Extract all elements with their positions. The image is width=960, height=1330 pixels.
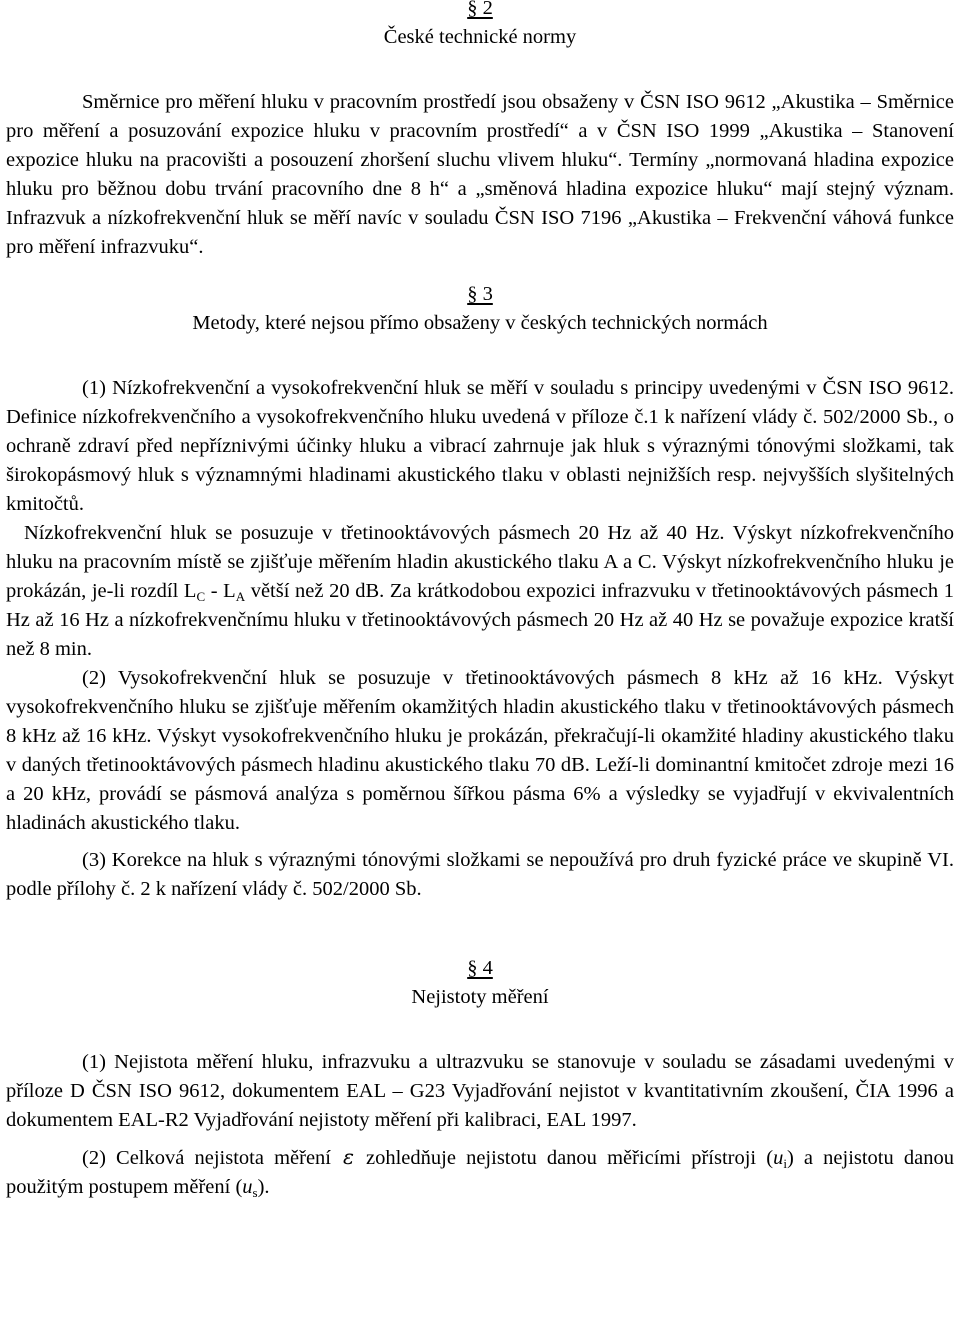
section-4-number: § 4 bbox=[467, 957, 493, 979]
section-2-title: České technické normy bbox=[383, 26, 577, 48]
section-3-paragraph-2: Nízkofrekvenční hluk se posuzuje v třetinooktávových pásmech 20 Hz až 40 Hz. Výskyt nízkofrekvenčního hluku na pracovním místě se zjišťuje měřením hladin akustického tlaku A a C. Výskyt nízkofrekvenčního hluku je prokázán, je-li rozdíl $L_C - L_A$ větší než 20 dB. Za krátkodobou expozici infrazvuku v třetinooktávových pásmech 1 Hz až 16 Hz a nízkofrekvenčnímu hluku v třetinooktávových pásmech 20 Hz až 40 Hz se považuje expozice kratší než 8 min. bbox=[6, 522, 954, 660]
section-3-paragraph-3: (2) Vysokofrekvenční hluk se posuzuje v třetinooktávových pásmech 8 kHz až 16 kHz. Výskyt vysokofrekvenčního hluku se zjišťuje měřením okamžitých hladin akustického tlaku v třetinooktávových pásmech 8 kHz až 16 kHz. Výskyt vysokofrekvenčního hluku je prokázán, překračují-li okamžité hladiny akustického tlaku v daných třetinooktávových pásmech hladinu akustického tlaku 70 dB. Leží-li dominantní kmitočet zdroje mezi 16 a 20 kHz, provádí se pásmová analýza s poměrnou šířkou pásma 6% a výsledky se vyjadřují v ekvivalentních hladinách akustického tlaku. bbox=[6, 667, 954, 834]
section-2-paragraph: Směrnice pro měření hluku v pracovním prostředí jsou obsaženy v ČSN ISO 9612 „Akustika – Směrnice pro měření a posuzování expozice hluku v pracovním prostředí“ a v ČSN ISO 1999 „Akustika – Stanovení expozice hluku na pracovišti a posouzení zhoršení sluchu vlivem hluku“. Termíny „normovaná hladina expozice hluku pro běžnou dobu trvání pracovního dne 8 h“ a „směnová hladina expozice hluku“ mají stejný význam. Infrazvuk a nízkofrekvenční hluk se měří navíc v souladu ČSN ISO 7196 „Akustika – Frekvenční váhová funkce pro měření infrazvuku“. bbox=[6, 91, 954, 258]
section-4-paragraph-1: (1) Nejistota měření hluku, infrazvuku a ultrazvuku se stanovuje v souladu se zásadami uvedenými v příloze D ČSN ISO 9612, dokumentem EAL – G23 Vyjadřování nejistot v kvantitativním zkoušení, ČIA 1996 a dokumentem EAL-R2 Vyjadřování nejistoty měření při kalibraci, EAL 1997. bbox=[6, 1051, 954, 1131]
section-3-number: § 3 bbox=[467, 283, 493, 305]
section-4-paragraph-2: (2) Celková nejistota měření ε zohledňuje nejistotu danou měřicími přístroji $(u_i)$ a nejistotu danou použitým postupem měření $(u_s)$. bbox=[6, 1145, 954, 1200]
section-3-paragraph-1: (1) Nízkofrekvenční a vysokofrekvenční hluk se měří v souladu s principy uvedenými v ČSN ISO 9612. Definice nízkofrekvenčního a vysokofrekvenčního hluku uvedená v příloze č.1 k nařízení vlády č. 502/2000 Sb., o ochraně zdraví před nepříznivými účinky hluku a vibrací zahrnuje jak hluk s výraznými tónovými složkami, tak širokopásmový hluk s významnými hladinami akustického tlaku v oblasti nejnižších resp. nejvyšších slyšitelných kmitočtů. bbox=[6, 377, 954, 515]
document-page bbox=[6, 0, 954, 1202]
section-3-paragraph-4: (3) Korekce na hluk s výraznými tónovými složkami se nepoužívá pro druh fyzické práce ve skupině VI. podle přílohy č. 2 k nařízení vlády č. 502/2000 Sb. bbox=[6, 849, 954, 900]
epsilon-symbol: ε bbox=[343, 1145, 355, 1169]
section-4-title: Nejistoty měření bbox=[411, 986, 549, 1008]
section-3-title: Metody, které nejsou přímo obsaženy v českých technických normách bbox=[192, 312, 768, 334]
section-2-number: § 2 bbox=[467, 0, 493, 19]
